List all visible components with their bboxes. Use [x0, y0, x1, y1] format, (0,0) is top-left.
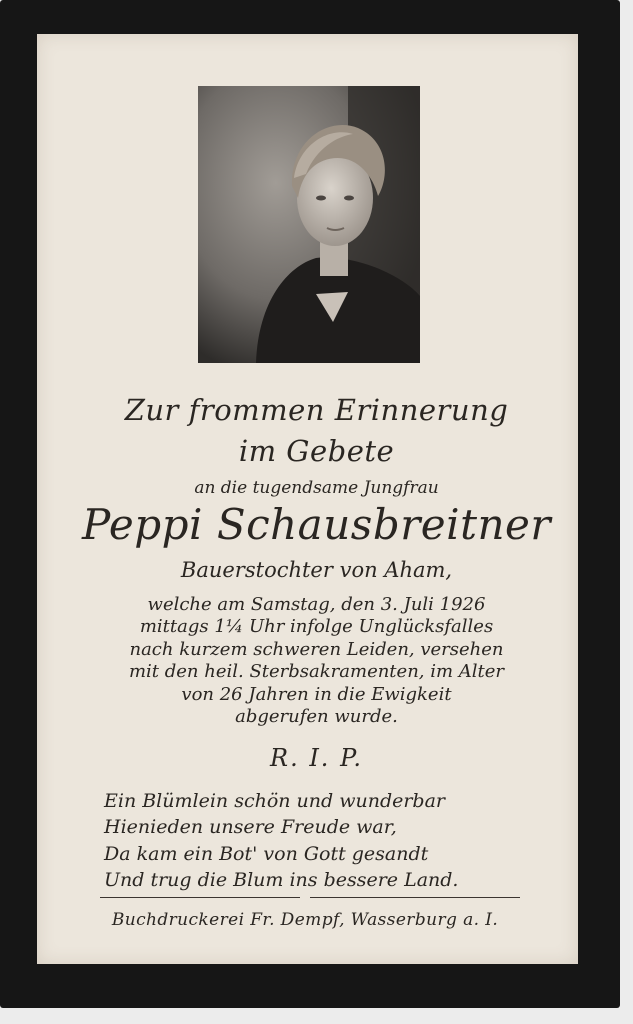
portrait-photo	[198, 86, 420, 363]
heading-line-2: im Gebete	[238, 434, 395, 468]
obituary-text	[0, 594, 633, 728]
poem-line: Da kam ein Bot' von Gott gesandt	[104, 842, 429, 865]
obituary-line: abgerufen wurde.	[235, 706, 398, 728]
obituary-line: mittags 1¼ Uhr infolge Unglücksfalles	[139, 616, 494, 638]
obituary-line: mit den heil. Sterbsakramenten, im Alter	[128, 661, 505, 683]
poem-line: Und trug die Blum ins bessere Land.	[104, 868, 459, 891]
divider-left	[100, 897, 300, 898]
poem	[104, 788, 524, 893]
obituary-line: von 26 Jahren in die Ewigkeit	[181, 683, 452, 705]
poem-line: Ein Blümlein schön und wunderbar	[104, 790, 446, 812]
intro-line: an die tugendsame Jungfrau	[194, 478, 439, 498]
printer-imprint: Buchdruckerei Fr. Dempf, Wasserburg a. I.	[111, 910, 499, 930]
obituary-line: nach kurzem schweren Leiden, versehen	[129, 638, 504, 660]
deceased-name: Peppi Schausbreitner	[82, 500, 551, 549]
obituary-line: welche am Samstag, den 3. Juli 1926	[147, 594, 486, 615]
heading-line-1: Zur frommen Erinnerung	[124, 393, 509, 427]
deceased-role: Bauerstochter von Aham,	[180, 558, 453, 582]
rip-text: R. I. P.	[270, 744, 363, 772]
divider-right	[310, 897, 520, 898]
poem-line: Hienieden unsere Freude war,	[104, 816, 397, 839]
